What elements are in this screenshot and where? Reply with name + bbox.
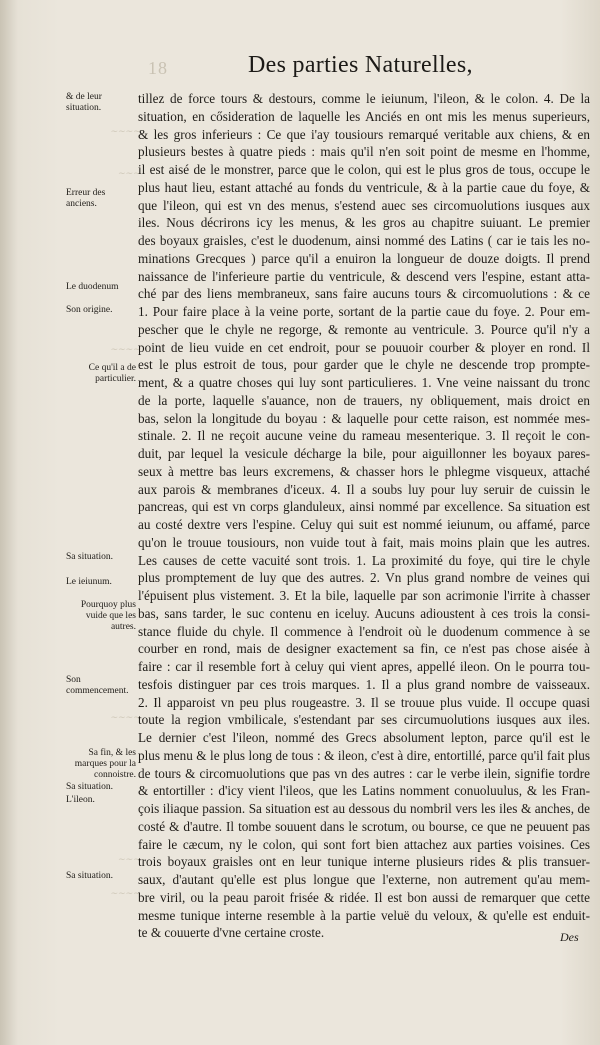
page-title: Des parties Naturelles,: [248, 52, 473, 78]
text-line: bas, sans tarder, le suc contenu en iceluy. Aucuns adioustent à ces trois la consi-: [138, 605, 590, 621]
text-line: il est aisé de le monstrer, parce que le colon, qui est le plus gros de tous, occupe le: [138, 162, 590, 177]
text-line: stinale. 2. Il ne reçoit aucune veine du rameau mesenterique. 3. Il reçoit le con-: [138, 428, 590, 444]
text-line: tillez de force tours & destours, comme le ieiunum, l'ileon, & le colon. 4. De la: [138, 91, 590, 106]
bleed-through-mark: ∼∼∼∼: [109, 712, 140, 722]
text-line: que l'ileon, qui est vn des menus, s'estend auec ses circomuolutions iusques aux: [138, 197, 590, 213]
text-line: costé & d'autre. Il tombe souuent dans le scrotum, ou bourse, ce que ne peuuent pas: [138, 818, 590, 834]
text-line: qu'on le trouue tousiours, non vuide tout à fait, mais moins plain que les autres.: [138, 534, 590, 550]
text-line: 2. Il apparoist vn peu plus rougeastre. 3. Il se trouue plus vuide. Il occupe quasi: [138, 694, 590, 710]
text-line: faire le cæcum, ny le colon, qui sont fort bien attachez aux parties voisines. Ces: [138, 836, 590, 852]
text-line: tesfois distinguer par ces trois marques. 1. Il a plus grand nombre de vaisseaux.: [138, 676, 590, 692]
text-line: Les causes de cette vacuité sont trois. 1. La proximité du foye, qui tire le chyle: [138, 552, 590, 568]
body-text: [138, 90, 590, 942]
text-line: minations Grecques ) parce qu'il a enuiron la longueur de douze doigts. Il prend: [138, 250, 590, 266]
text-line: aux parois & membranes d'iceux. 4. Il a soubs luy pour luy seruir de cuissin le: [138, 481, 590, 497]
text-line: pescher que le chyle ne regorge, & remonte au ventricule. 3. Pource qu'il n'y a: [138, 321, 590, 337]
text-line: ché par des liens membraneux, sans faire aucuns tours & circomuolutions : & ce: [138, 286, 590, 302]
text-line: courber en rond, mais de designer exactement sa fin, ce n'est pas chose aisée à: [138, 641, 590, 657]
text-line: plus menu & le plus long de tous : & ileon, c'est à dire, entortillé, parce qu'il fait plus: [138, 747, 590, 763]
text-line: plusieurs bestes à quatre pieds : mais qu'il n'en soit point de mesme en l'homme,: [138, 144, 590, 160]
bleed-through-mark: ∼∼∼∼: [109, 126, 140, 136]
text-line: Le dernier c'est l'ileon, nommé des Grecs absolument lepton, parce qu'il est le: [138, 730, 590, 745]
text-line: te & couuerte d'vne certaine croste.: [138, 925, 325, 941]
text-line: est le plus estroit de tous, pour garder que le chyle ne descende trop prompte-: [138, 357, 590, 373]
text-line: situation, en cősideration de laquelle les Anciés en ont mis les menus superieurs,: [138, 108, 590, 124]
margin-note: Erreur des anciens.: [66, 188, 106, 209]
text-line: de tours & circomuolutions que pas vn des autres : car le verbe ilein, signifie tordre: [138, 765, 590, 781]
text-line: faire : car il resemble fort à celuy qui vient apres, appellé ileon. On le pourra tou-: [138, 659, 590, 674]
margin-note: Sa situation.: [66, 552, 113, 562]
text-line: naissance de l'inferieure partie du ventricule, & descend vers l'espine, estant atta-: [138, 268, 590, 284]
bleed-through-mark: ∼∼∼∼: [109, 344, 140, 354]
margin-note: Ce qu'il a de particulier.: [88, 363, 136, 384]
text-line: & les gros inferieurs : Ce que i'ay tousiours remarqué veritable aux chiens, & en: [138, 126, 590, 142]
text-line: point de lieu vuide en cet endroit, pour se pouuoir courber & ployer en rond. Il: [138, 339, 590, 355]
text-line: 1. Pour faire place à la veine porte, sortant de la partie caue du foye. 2. Pour em-: [138, 304, 590, 319]
margin-note: Son origine.: [66, 305, 113, 315]
text-line: de la porte, laquelle s'auance, non de trauers, ny obliquement, mais droict en: [138, 392, 590, 408]
text-line: plus haut lieu, estant attaché au fonds du ventricule, & à la partie caue du foye, &: [138, 179, 590, 195]
margin-note: Son commencement.: [66, 675, 129, 696]
margin-note: Sa situation.: [66, 782, 113, 792]
text-line: bas, selon la longitude du boyau : & laquelle pour cette raison, est nommée mes-: [138, 410, 590, 426]
margin-note: Sa situation.: [66, 871, 113, 881]
bleed-through-mark: ∼∼∼: [117, 854, 140, 864]
page-number: 18: [148, 58, 168, 78]
text-line: bre viril, ou la peau paroit frisée & ridée. Il est bon aussi de remarquer que cette: [138, 889, 590, 905]
text-line: plus promptement de luy que des autres. 2. Vn plus grand nombre de veines qui: [138, 570, 590, 586]
text-line: mesme tunique interne resemble à la partie veluë du veloux, & qu'elle est enduit-: [138, 907, 590, 923]
text-line: duit, par lequel la vesicule décharge la bile, pour aiguillonner les boyaux pares-: [138, 446, 590, 461]
text-line: toute la region vmbilicale, s'estendant par ses circumuolutions iusques aux iles.: [138, 712, 590, 728]
text-line: trois boyaux graisles ont en leur tunique interne plusieurs rides & plis transuer-: [138, 854, 590, 870]
text-line: & entortiller : d'icy vient l'ileos, que les Latins nomment conuoluulus, & les Fran-: [138, 783, 590, 799]
bleed-through-mark: ∼∼∼: [117, 168, 140, 178]
text-line: stance fluide du chyle. Il commence à l'endroit où le duodenum commence à se: [138, 623, 590, 639]
margin-note: Sa fin, & les marques pour la connoistre.: [74, 748, 136, 780]
margin-note: Pourquoy plus vuide que les autres.: [80, 600, 136, 632]
text-line: l'épuisent plus vistement. 3. Et la bile, laquelle par son acrimonie l'irrite à chasser: [138, 588, 590, 603]
bleed-through-mark: ∼∼∼∼: [109, 888, 140, 898]
text-line: des boyaux graisles, c'est le duodenum, ainsi nommé des Latins ( car ie tais les no-: [138, 233, 590, 248]
margin-note: Le ieiunum.: [66, 577, 112, 587]
text-line: au costé dextre vers l'espine. Celuy qui suit est nommé ieiunum, ou affamé, parce: [138, 517, 590, 532]
text-line: pancreas, qui est vn corps glanduleux, ainsi nommé par excellence. Sa situation est: [138, 499, 590, 515]
text-line: seux à mettre bas leurs excremens, & chasser hors le phlegme visqueux, attaché: [138, 463, 590, 479]
text-line: saux, d'autant qu'elle est plus longue que l'externe, non autrement qu'au mem-: [138, 872, 590, 887]
margin-notes: [0, 0, 140, 1045]
margin-note: & de leur situation.: [66, 92, 102, 113]
margin-note: Le duodenum: [66, 282, 119, 292]
text-line: iles. Nous décrirons icy les menus, & les gros au chapitre suiuant. Le premier: [138, 215, 590, 231]
text-line: ment, & a quatre choses qui luy sont particulieres. 1. Vne veine naissant du tronc: [138, 375, 590, 390]
margin-note: L'ileon.: [66, 795, 95, 805]
catchword: Des: [560, 930, 579, 944]
text-line: çois iliaque passion. Sa situation est au dessous du nombril vers les iles & anches, de: [138, 801, 590, 816]
